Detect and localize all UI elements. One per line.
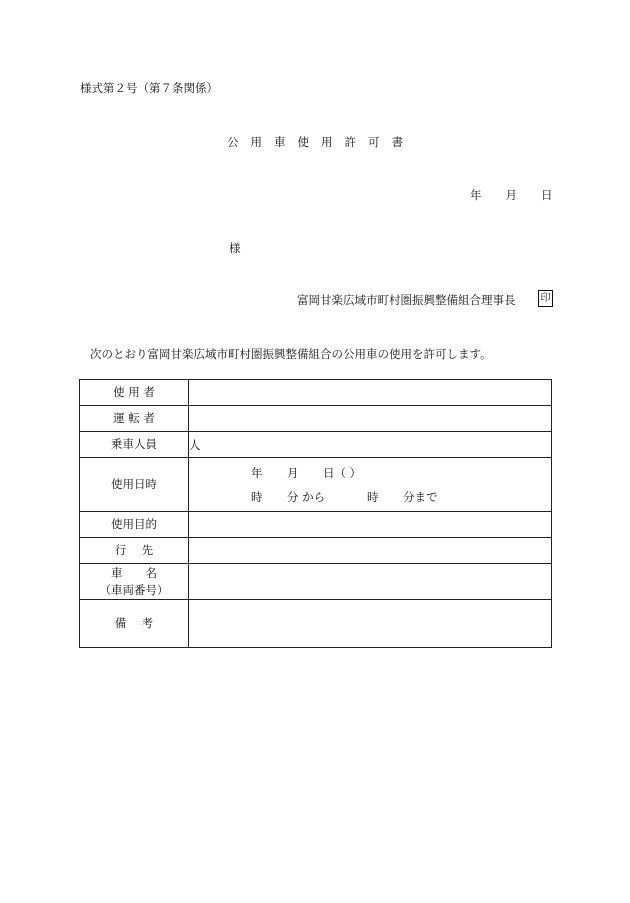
issue-date	[470, 187, 553, 203]
datetime-label: 使用日時	[80, 458, 189, 512]
datetime-time-line	[189, 485, 551, 509]
table-row-datetime	[80, 458, 552, 512]
table-row-remarks	[80, 600, 552, 648]
dt-min-to: 分まで	[403, 489, 438, 504]
user-label: 使 用 者	[80, 380, 189, 406]
vehicle-label	[80, 564, 189, 600]
remarks-label: 備 考	[80, 600, 189, 648]
date-year-label: 年	[470, 188, 482, 202]
dt-month: 月	[287, 465, 299, 480]
document-title: 公用車使用許可書	[227, 135, 415, 149]
table-row-user	[80, 380, 552, 406]
destination-value[interactable]	[189, 538, 552, 564]
table-row-vehicle	[80, 564, 552, 600]
table-row-passengers	[80, 432, 552, 458]
remarks-value[interactable]	[189, 600, 552, 648]
purpose-value[interactable]	[189, 512, 552, 538]
destination-label: 行 先	[80, 538, 189, 564]
addressee-suffix: 様	[229, 241, 241, 255]
datetime-value[interactable]	[189, 458, 552, 512]
dt-year: 年	[251, 465, 263, 480]
datetime-date-line	[189, 461, 551, 485]
permit-table	[79, 379, 552, 648]
vehicle-label-line2: （車両番号）	[99, 582, 169, 597]
dt-min-from: 分 から	[287, 489, 326, 504]
user-value[interactable]	[189, 380, 552, 406]
permission-statement: 次のとおり富岡甘楽広域市町村圏振興整備組合の公用車の使用を許可します。	[90, 347, 492, 361]
passengers-unit: 人	[189, 437, 201, 452]
issuer-name: 富岡甘楽広域市町村圏振興整備組合理事長	[297, 293, 516, 307]
driver-value[interactable]	[189, 406, 552, 432]
vehicle-label-line1: 車 名	[111, 565, 157, 580]
date-month-label: 月	[505, 188, 517, 202]
purpose-label: 使用目的	[80, 512, 189, 538]
dt-hour-to: 時	[367, 489, 379, 504]
dt-hour-from: 時	[251, 489, 263, 504]
passengers-value[interactable]	[189, 432, 552, 458]
vehicle-value[interactable]	[189, 564, 552, 600]
table-row-driver	[80, 406, 552, 432]
table-row-purpose	[80, 512, 552, 538]
passengers-label: 乗車人員	[80, 432, 189, 458]
table-row-destination	[80, 538, 552, 564]
dt-day: 日（ ）	[323, 465, 362, 480]
date-day-label: 日	[541, 188, 553, 202]
seal-stamp: 印	[538, 290, 553, 307]
driver-label: 運 転 者	[80, 406, 189, 432]
form-number: 様式第２号（第７条関係）	[80, 81, 218, 95]
